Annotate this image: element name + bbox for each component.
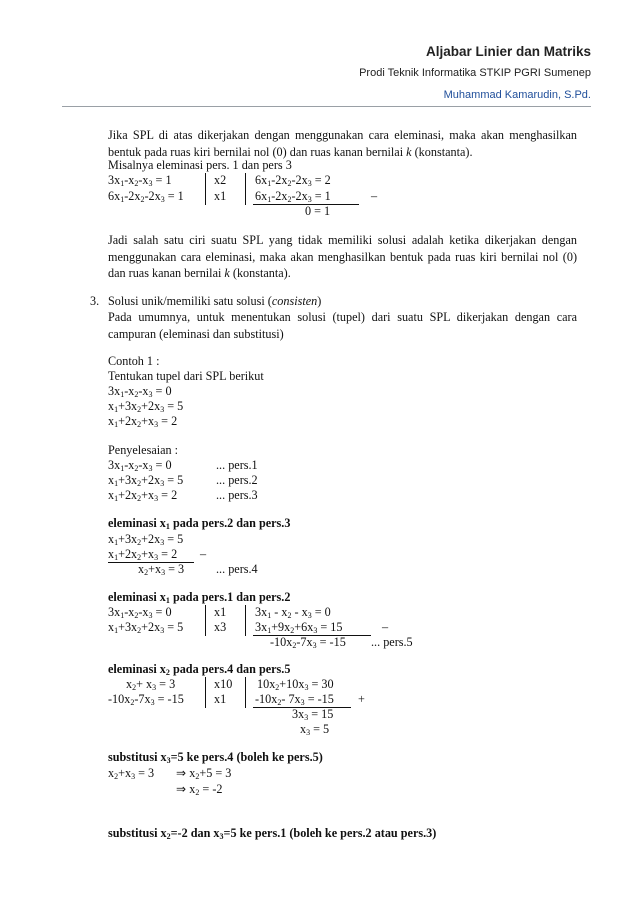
step3-res1: $10x_2+10x_3 = 30$ — [257, 677, 334, 692]
step3-op: + — [358, 692, 365, 706]
step2-res2: $3x_1+9x_2+6x_3 = 15$ — [255, 620, 343, 635]
step2-eq2: $x_1+3x_2+2x_3 = 5$ — [108, 620, 184, 635]
intro-op: – — [371, 189, 378, 203]
header-divider — [62, 106, 591, 107]
step2-res1: $3x_1 - x_2 - x_3 = 0$ — [255, 605, 331, 620]
step2-divider2 — [245, 605, 246, 636]
intro-paragraph: Jika SPL di atas dikerjakan dengan menggunakan cara eleminasi, maka akan menghasilkan bentuk pada ruas kiri bernilai nol (0) dan ruas kanan bernilai k (konstanta). — [108, 128, 577, 159]
intro-divider — [205, 173, 206, 205]
step3-mult2: x1 — [214, 692, 227, 706]
peny-eq3: $x_1+2x_2+x_3 = 2$ — [108, 488, 178, 503]
step1-eq2: $x_1+2x_2+x_3 = 2$ — [108, 547, 178, 562]
header-institution: Prodi Teknik Informatika STKIP PGRI Sumenep — [359, 67, 591, 79]
peny-eq1: $3x_1-x_2-x_3 = 0$ — [108, 458, 172, 473]
step3-eq1: $x_2+ x_3 = 3$ — [126, 677, 176, 692]
peny-label1: ... pers.1 — [216, 458, 258, 472]
step3-eq2: $-10x_2-7x_3 = -15$ — [108, 692, 184, 707]
step2-op: – — [382, 620, 389, 634]
peny-eq2: $x_1+3x_2+2x_3 = 5$ — [108, 473, 184, 488]
step3-res2: $-10x_2-$ $7x_3 = -15$ — [255, 692, 334, 707]
step4-eq: $x_2+x_3 = 3$ — [108, 766, 155, 781]
intro-divider2 — [245, 173, 246, 205]
section3-number: 3. — [90, 294, 100, 308]
step5-title: substitusi $x_2=-2$ dan $x_3=5$ ke pers.1 (boleh ke pers.2 atau pers.3) — [108, 826, 437, 841]
contoh-eq3: $x_1+2x_2+x_3 = 2$ — [108, 414, 178, 429]
header-author: Muhammad Kamarudin, S.Pd. — [443, 89, 591, 101]
step3-divider2 — [245, 677, 246, 708]
section3-title: Solusi unik/memiliki satu solusi (consisten) — [108, 294, 322, 308]
step1-title: eleminasi $x_1$ pada pers.2 dan pers.3 — [108, 516, 291, 531]
intro-eq2: $6x_1-2x_2-2x_3 = 1$ — [108, 189, 184, 204]
step4-line2: ⇒ $x_2 = -2$ — [176, 782, 223, 797]
intro-res2: $6x_1-2x_2-2x_3 = 1$ — [255, 189, 331, 204]
intro-mult2: x1 — [214, 189, 227, 203]
step3-divider — [205, 677, 206, 708]
intro-conclusion: Jadi salah satu ciri suatu SPL yang tidak memiliki solusi adalah ketika dikerjakan dengan menggunakan cara eleminasi, maka akan menghasilkan bentuk pada ruas kiri bernilai nol (0) dan ruas kanan bernilai k (konstanta). — [108, 233, 577, 280]
intro-res1: $6x_1-2x_2-2x_3 = 2$ — [255, 173, 331, 188]
contoh-title: Contoh 1 : — [108, 354, 160, 368]
intro-mult1: x2 — [214, 173, 227, 187]
step3-title: eleminasi $x_2$ pada pers.4 dan pers.5 — [108, 662, 291, 677]
step3-result1: $3x_3 = 15$ — [292, 707, 334, 722]
intro-example-line: Misalnya eleminasi pers. 1 dan pers 3 — [108, 158, 292, 172]
intro-eq1: $3x_1-x_2-x_3 = 1$ — [108, 173, 172, 188]
peny-label3: ... pers.3 — [216, 488, 258, 502]
step1-label: ... pers.4 — [216, 562, 258, 576]
step3-mult1: x10 — [214, 677, 233, 691]
contoh-eq1: $3x_1-x_2-x_3 = 0$ — [108, 384, 172, 399]
step2-label: ... pers.5 — [371, 635, 413, 649]
step2-eq1: $3x_1-x_2-x_3 = 0$ — [108, 605, 172, 620]
step1-result: $x_2+x_3 = 3$ — [138, 562, 185, 577]
peny-label2: ... pers.2 — [216, 473, 258, 487]
step2-divider — [205, 605, 206, 636]
step1-eq1: $x_1+3x_2+2x_3 = 5$ — [108, 532, 184, 547]
step2-mult2: x3 — [214, 620, 227, 634]
section3-paragraph: Pada umumnya, untuk menentukan solusi (tupel) dari suatu SPL dikerjakan dengan cara campuran (eleminasi dan substitusi) — [108, 310, 577, 341]
contoh-task: Tentukan tupel dari SPL berikut — [108, 369, 264, 383]
step4-title: substitusi $x_3=5$ ke pers.4 (boleh ke pers.5) — [108, 750, 323, 765]
penyelesaian-title: Penyelesaian : — [108, 443, 179, 457]
step3-result2: $x_3 = 5$ — [300, 722, 330, 737]
step4-line1: ⇒ $x_2+5 = 3$ — [176, 766, 232, 781]
header-title: Aljabar Linier dan Matriks — [425, 44, 591, 59]
step2-title: eleminasi $x_1$ pada pers.1 dan pers.2 — [108, 590, 291, 605]
step2-mult1: x1 — [214, 605, 227, 619]
intro-result: 0 = 1 — [305, 204, 331, 218]
step2-result: $-10x_2-7x_3 = -15$ — [270, 635, 346, 650]
contoh-eq2: $x_1+3x_2+2x_3 = 5$ — [108, 399, 184, 414]
step1-op: – — [200, 547, 207, 561]
